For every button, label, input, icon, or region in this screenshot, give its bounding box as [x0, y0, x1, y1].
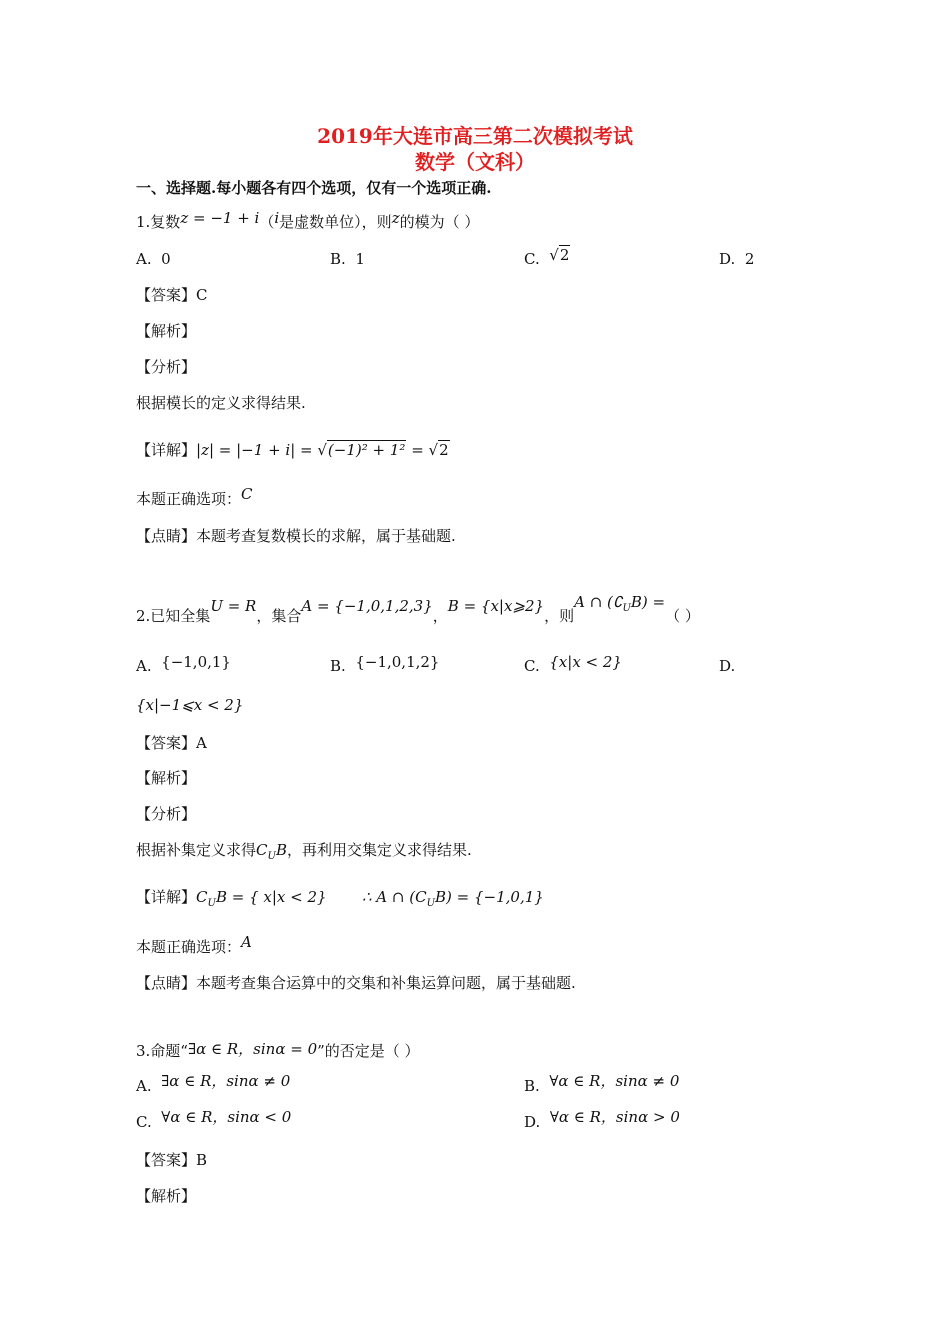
option-label: A.	[136, 657, 152, 675]
q1-fenxi-heading: 【分析】	[136, 358, 197, 376]
correct-label: 本题正确选项：	[136, 490, 242, 508]
math-part: B) = {−1,0,1}	[435, 888, 544, 906]
q1-option-b	[330, 249, 365, 269]
option-label: A.	[136, 1077, 152, 1095]
option-value: ∀α ∈ R，sinα > 0	[549, 1108, 680, 1126]
dianjing-label: 【点睛】	[136, 527, 197, 545]
q1-stem-math: z = −1 + i	[180, 209, 260, 227]
answer-value: A	[196, 734, 207, 752]
analysis-text: 根据补集定义求得	[136, 841, 257, 859]
q3-jiexi-heading: 【解析】	[136, 1187, 197, 1205]
dianjing-text: 本题考查集合运算中的交集和补集运算问题，属于基础题.	[196, 974, 576, 992]
option-label: B.	[524, 1077, 540, 1095]
q2-option-c	[524, 653, 622, 676]
q3-option-a	[136, 1072, 291, 1096]
option-label: D.	[719, 250, 736, 268]
sqrt-symbol: √(−1)² + 1²	[317, 441, 406, 459]
option-value: {x|x < 2}	[549, 653, 622, 671]
q2-correct-option	[136, 933, 252, 957]
option-label: C.	[524, 657, 540, 675]
detail-math: =	[406, 441, 429, 459]
q3-stem-text: 3.命题“	[136, 1042, 188, 1060]
q2-stem-math: U = R	[210, 597, 257, 615]
q1-option-a	[136, 249, 171, 269]
q1-option-c	[524, 246, 570, 269]
q3-stem-text: ”的否定是（ ）	[317, 1042, 420, 1060]
q2-fenxi-heading: 【分析】	[136, 805, 197, 823]
math-part: A ∩ (∁	[574, 593, 623, 611]
option-value: 2	[744, 250, 755, 268]
option-value: ∃α ∈ R，sinα ≠ 0	[161, 1072, 291, 1090]
correct-value: A	[241, 933, 252, 951]
q3-option-b	[524, 1072, 680, 1096]
option-label: B.	[330, 657, 346, 675]
math-subscript: U	[207, 898, 216, 909]
q2-stem-text: （ ）	[665, 607, 700, 625]
q1-answer	[136, 285, 208, 305]
q1-detail	[136, 440, 450, 460]
answer-label: 【答案】	[136, 1151, 197, 1169]
sqrt-symbol: √2	[549, 246, 570, 264]
detail-math	[196, 888, 327, 909]
q3-stem-math: ∃α ∈ R，sinα = 0	[187, 1040, 318, 1058]
detail-result: 2	[439, 441, 449, 459]
option-label: B.	[330, 250, 346, 268]
q2-stem-math: B = {x|x⩾2}	[447, 597, 545, 615]
answer-value: B	[196, 1151, 208, 1169]
q2-analysis	[136, 840, 472, 867]
q3-option-c	[136, 1108, 292, 1132]
q2-stem-math: A = {−1,0,1,2,3}	[301, 597, 433, 615]
q2-option-a	[136, 653, 231, 676]
q2-detail	[136, 887, 327, 914]
document-subtitle: 数学（文科）	[415, 150, 535, 174]
q1-analysis-text: 根据模长的定义求得结果.	[136, 394, 306, 412]
math-part: ∴ A ∩ (C	[362, 888, 427, 906]
dianjing-text: 本题考查复数模长的求解，属于基础题.	[196, 527, 456, 545]
q3-stem	[136, 1041, 420, 1061]
option-value: {−1,0,1,2}	[355, 653, 440, 671]
q1-stem-text: 1.复数	[136, 213, 181, 231]
q2-answer	[136, 733, 207, 753]
detail-math: |z| = |−1 + i| =	[196, 441, 318, 459]
analysis-text: ，再利用交集定义求得结果.	[286, 841, 472, 859]
answer-label: 【答案】	[136, 734, 197, 752]
q2-stem-text: ，集合	[256, 607, 302, 625]
math-subscript: U	[622, 603, 631, 614]
q1-stem-math: i	[274, 209, 280, 227]
option-label: C.	[136, 1113, 152, 1131]
detail-label: 【详解】	[136, 888, 197, 906]
section-heading: 一、选择题.每小题各有四个选项，仅有一个选项正确.	[136, 179, 492, 197]
detail-root: (−1)² + 1²	[327, 441, 406, 459]
option-label: D.	[524, 1113, 541, 1131]
q2-stem-text: ，	[432, 607, 448, 625]
dianjing-label: 【点睛】	[136, 974, 197, 992]
option-value: 0	[161, 250, 171, 268]
correct-label: 本题正确选项：	[136, 938, 242, 956]
q2-detail-conclusion	[362, 887, 544, 914]
math-part: C	[196, 888, 208, 906]
option-label: A.	[136, 250, 152, 268]
correct-value: C	[241, 485, 253, 503]
q1-stem-text: 的模为（ ）	[399, 213, 480, 231]
analysis-math	[256, 841, 287, 862]
document-title: 2019年大连市高三第二次模拟考试	[317, 124, 633, 148]
math-part: B) =	[630, 593, 666, 611]
q1-stem-math: z	[391, 209, 400, 227]
math-subscript: U	[426, 898, 436, 909]
q1-dianjing	[136, 526, 456, 546]
q1-stem-text: 是虚数单位），则	[279, 213, 392, 231]
option-value: ∀α ∈ R，sinα < 0	[161, 1108, 292, 1126]
q2-stem-text: 2.已知全集	[136, 607, 211, 625]
q2-stem-math	[574, 593, 666, 614]
q2-stem-text: ，则	[544, 607, 575, 625]
q3-option-d	[524, 1108, 680, 1132]
q1-stem-text: （	[259, 213, 275, 231]
q2-option-b	[330, 653, 440, 676]
math-part: C	[256, 841, 268, 859]
option-label: C.	[524, 250, 540, 268]
q2-option-d-value: {x|−1⩽x < 2}	[136, 696, 244, 714]
math-subscript: U	[267, 851, 276, 862]
q2-jiexi-heading: 【解析】	[136, 769, 197, 787]
answer-label: 【答案】	[136, 286, 197, 304]
q1-stem	[136, 209, 480, 232]
answer-value: C	[196, 286, 208, 304]
q3-answer	[136, 1150, 207, 1170]
math-part: B = { x|x < 2}	[215, 888, 327, 906]
q2-stem	[136, 593, 700, 633]
q1-jiexi-heading: 【解析】	[136, 322, 197, 340]
option-value: ∀α ∈ R，sinα ≠ 0	[549, 1072, 680, 1090]
option-value: {−1,0,1}	[161, 653, 231, 671]
q2-option-d-label: D.	[719, 657, 736, 675]
q1-option-d	[719, 249, 754, 269]
q1-correct-option	[136, 485, 253, 509]
option-value: 2	[559, 246, 570, 264]
sqrt-symbol: √2	[428, 441, 449, 459]
math-part: B	[275, 841, 287, 859]
option-value: 1	[355, 250, 365, 268]
q2-dianjing	[136, 973, 576, 993]
detail-label: 【详解】	[136, 441, 197, 459]
